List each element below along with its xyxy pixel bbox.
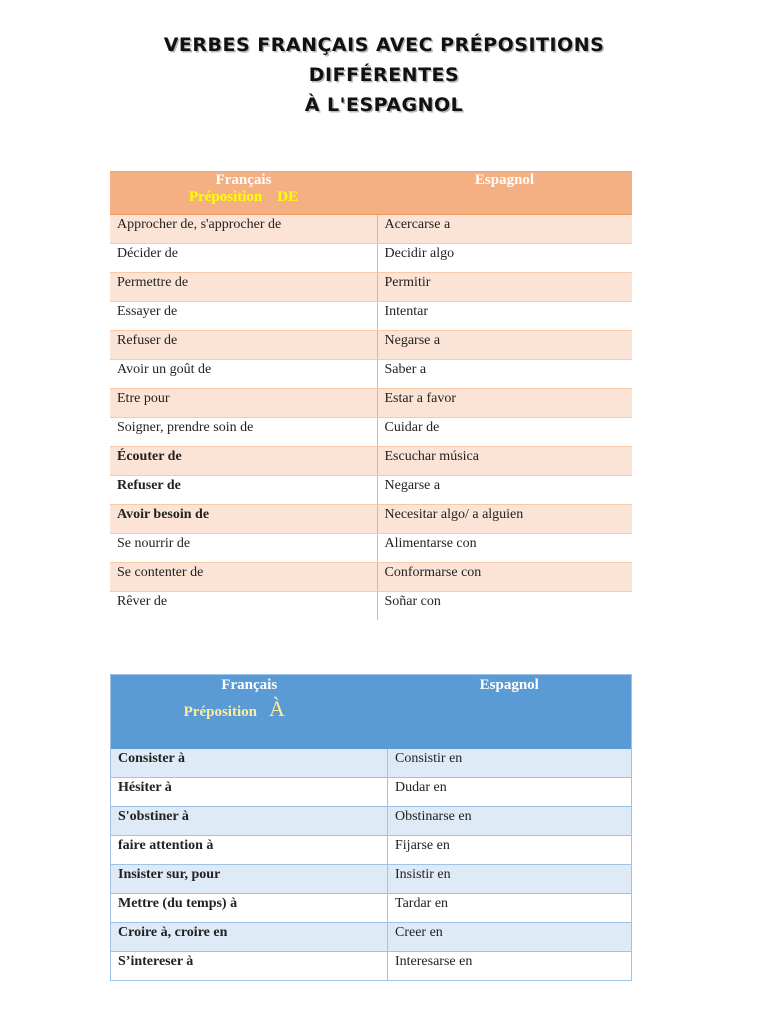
cell-espagnol: Alimentarse con (377, 534, 632, 563)
cell-espagnol: Saber a (377, 360, 632, 389)
table-row (111, 778, 632, 807)
header-label-espagnol: Espagnol (479, 677, 539, 693)
cell-francais: Avoir un goût de (110, 360, 377, 389)
table-row (110, 447, 632, 476)
table-row (111, 836, 632, 865)
title-line-2: DIFFÉRENTES (308, 64, 460, 86)
cell-francais: Insister sur, pour (111, 865, 388, 894)
header-label-espagnol: Espagnol (474, 172, 535, 188)
header-preposition-value: À (268, 696, 285, 721)
cell-francais: Rêver de (110, 592, 377, 621)
cell-francais: S'obstiner à (111, 807, 388, 836)
cell-espagnol: Dudar en (388, 778, 632, 807)
cell-francais: S’intereser à (111, 952, 388, 981)
cell-espagnol: Escuchar música (377, 447, 632, 476)
cell-francais: Se contenter de (110, 563, 377, 592)
table-header (111, 675, 632, 750)
table-row (110, 273, 632, 302)
cell-espagnol: Soñar con (377, 592, 632, 621)
header-preposition-value: DE (277, 189, 299, 205)
cell-francais: Etre pour (110, 389, 377, 418)
header-cell-espagnol (388, 675, 632, 750)
cell-francais: Écouter de (110, 447, 377, 476)
table-row (111, 894, 632, 923)
header-label-francais: Français (215, 172, 272, 188)
cell-espagnol: Negarse a (377, 331, 632, 360)
cell-francais: Refuser de (110, 476, 377, 505)
table-row (110, 389, 632, 418)
header-label-francais: Français (221, 677, 278, 693)
cell-espagnol: Conformarse con (377, 563, 632, 592)
cell-espagnol: Interesarse en (388, 952, 632, 981)
cell-espagnol: Acercarse a (377, 215, 632, 244)
cell-espagnol: Intentar (377, 302, 632, 331)
table-row (110, 244, 632, 273)
cell-espagnol: Insistir en (388, 865, 632, 894)
title-line-3: À L'ESPAGNOL (304, 94, 464, 116)
table-row (110, 360, 632, 389)
table-row (110, 215, 632, 244)
cell-espagnol: Creer en (388, 923, 632, 952)
table-row (110, 534, 632, 563)
table-preposition-de (110, 171, 632, 620)
document-title (0, 30, 768, 120)
cell-francais: Décider de (110, 244, 377, 273)
header-preposition (110, 189, 377, 206)
cell-francais: Refuser de (110, 331, 377, 360)
cell-francais: Approcher de, s'approcher de (110, 215, 377, 244)
table-row (110, 505, 632, 534)
cell-espagnol: Consistir en (388, 749, 632, 778)
table-header (110, 172, 632, 215)
cell-espagnol: Obstinarse en (388, 807, 632, 836)
cell-francais: Croire à, croire en (111, 923, 388, 952)
header-preposition (111, 696, 388, 721)
table-row (110, 302, 632, 331)
table-row (110, 592, 632, 621)
header-cell-francais (111, 675, 388, 750)
cell-espagnol: Estar a favor (377, 389, 632, 418)
table-row (110, 476, 632, 505)
cell-francais: Consister à (111, 749, 388, 778)
cell-francais: Hésiter à (111, 778, 388, 807)
table-row (111, 749, 632, 778)
table-row (110, 418, 632, 447)
cell-francais: Soigner, prendre soin de (110, 418, 377, 447)
cell-francais: Mettre (du temps) à (111, 894, 388, 923)
cell-espagnol: Tardar en (388, 894, 632, 923)
header-cell-francais (110, 172, 377, 215)
cell-francais: Se nourrir de (110, 534, 377, 563)
cell-espagnol: Decidir algo (377, 244, 632, 273)
table-row (110, 563, 632, 592)
cell-espagnol: Negarse a (377, 476, 632, 505)
cell-francais: Permettre de (110, 273, 377, 302)
table-row (111, 865, 632, 894)
header-preposition-label: Préposition (183, 704, 257, 720)
header-cell-espagnol (377, 172, 632, 215)
cell-francais: faire attention à (111, 836, 388, 865)
table-row (110, 331, 632, 360)
table-row (111, 807, 632, 836)
table-row (111, 952, 632, 981)
cell-espagnol: Permitir (377, 273, 632, 302)
cell-espagnol: Fijarse en (388, 836, 632, 865)
title-line-1: VERBES FRANÇAIS AVEC PRÉPOSITIONS (163, 34, 605, 56)
table-preposition-a (110, 674, 632, 981)
table-row (111, 923, 632, 952)
cell-francais: Avoir besoin de (110, 505, 377, 534)
cell-espagnol: Necesitar algo/ a alguien (377, 505, 632, 534)
cell-francais: Essayer de (110, 302, 377, 331)
cell-espagnol: Cuidar de (377, 418, 632, 447)
header-preposition-label: Préposition (188, 189, 263, 205)
